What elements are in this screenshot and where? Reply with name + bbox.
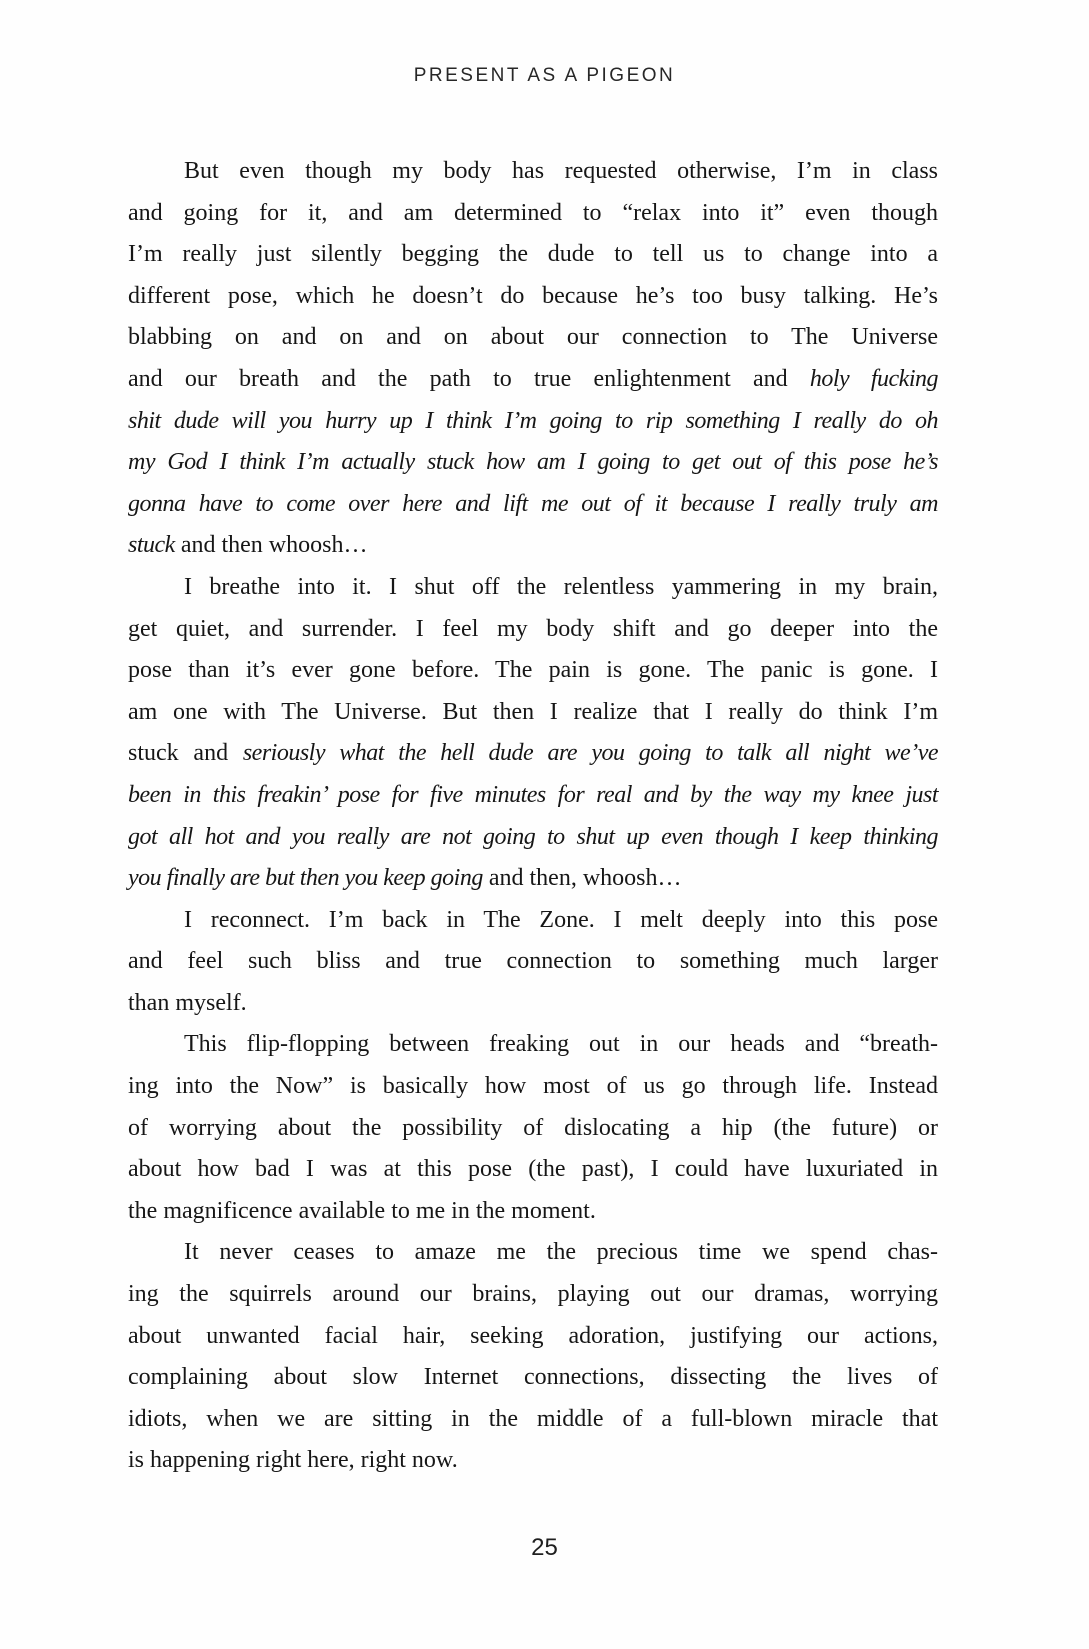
text-segment: and then whoosh…: [174, 532, 368, 559]
text-line: [128, 733, 938, 775]
text-line: [128, 234, 938, 276]
running-header: PRESENT AS A PIGEON: [413, 65, 676, 86]
text-line: [128, 442, 938, 484]
text-line: [128, 1108, 938, 1150]
text-line: [128, 817, 938, 859]
body-text: [128, 151, 938, 1482]
text-segment: ing into the Now” is basically how most of us go through life. Instead: [128, 1073, 938, 1100]
text-line: [128, 609, 938, 651]
text-segment: complaining about slow Internet connections, dissecting the lives of: [128, 1364, 938, 1391]
text-segment: blabbing on and on and on about our connection to The Universe: [128, 324, 938, 351]
text-segment: is happening right here, right now.: [128, 1447, 458, 1474]
italic-text-segment: got all hot and you really are not going to shut up even though I keep thinking: [128, 823, 938, 850]
text-line: [128, 1191, 938, 1233]
text-segment: ing the squirrels around our brains, playing out our dramas, worrying: [128, 1281, 938, 1308]
text-line: [128, 692, 938, 734]
text-segment: than myself.: [128, 989, 247, 1016]
text-line: [128, 941, 938, 983]
text-line: [128, 775, 938, 817]
text-segment: pose than it’s ever gone before. The pain is gone. The panic is gone. I: [128, 657, 938, 684]
text-segment: about how bad I was at this pose (the past), I could have luxuriated in: [128, 1156, 938, 1183]
text-line: [128, 317, 938, 359]
text-segment: I reconnect. I’m back in The Zone. I melt deeply into this pose: [184, 906, 938, 933]
italic-text-segment: holy fucking: [809, 365, 938, 392]
text-segment: am one with The Universe. But then I realize that I really do think I’m: [128, 698, 938, 725]
text-line: [128, 1066, 938, 1108]
text-line: [128, 525, 938, 567]
text-segment: stuck and: [128, 740, 243, 767]
text-line: [128, 567, 938, 609]
text-line: [128, 1274, 938, 1316]
text-line: [128, 484, 938, 526]
italic-text-segment: gonna have to come over here and lift me out of it because I really truly am: [128, 490, 938, 517]
text-segment: and then, whoosh…: [482, 865, 682, 892]
italic-text-segment: my God I think I’m actually stuck how am I going to get out of this pose he’s: [128, 449, 938, 476]
italic-text-segment: seriously what the hell dude are you going to talk all night we’ve: [242, 740, 938, 767]
italic-text-segment: shit dude will you hurry up I think I’m going to rip something I really do oh: [128, 407, 938, 434]
text-line: [128, 401, 938, 443]
text-segment: of worrying about the possibility of dislocating a hip (the future) or: [128, 1114, 938, 1141]
text-line: [128, 1232, 938, 1274]
text-segment: idiots, when we are sitting in the middle of a full-blown miracle that: [128, 1405, 938, 1432]
italic-text-segment: stuck: [128, 532, 175, 559]
text-segment: the magnificence available to me in the moment.: [128, 1197, 596, 1224]
text-line: [128, 650, 938, 692]
text-line: [128, 900, 938, 942]
text-line: [128, 1149, 938, 1191]
text-line: [128, 1024, 938, 1066]
text-segment: But even though my body has requested otherwise, I’m in class: [184, 158, 938, 184]
text-segment: different pose, which he doesn’t do because he’s too busy talking. He’s: [128, 282, 938, 309]
page-number: 25: [531, 1534, 558, 1561]
text-line: [128, 193, 938, 235]
text-segment: and going for it, and am determined to “relax into it” even though: [128, 199, 938, 226]
text-segment: This flip-flopping between freaking out in our heads and “breath-: [184, 1031, 938, 1058]
text-segment: I’m really just silently begging the dude to tell us to change into a: [128, 241, 938, 268]
text-segment: and feel such bliss and true connection to something much larger: [128, 948, 938, 975]
text-segment: and our breath and the path to true enlightenment and: [128, 365, 810, 392]
text-segment: get quiet, and surrender. I feel my body shift and go deeper into the: [128, 615, 938, 642]
text-segment: It never ceases to amaze me the precious time we spend chas-: [184, 1239, 938, 1266]
text-line: [128, 1316, 938, 1358]
text-line: [128, 1440, 938, 1482]
text-line: [128, 276, 938, 318]
italic-text-segment: you finally are but then you keep going: [128, 865, 483, 892]
text-line: [128, 983, 938, 1025]
text-segment: I breathe into it. I shut off the relentless yammering in my brain,: [184, 573, 938, 600]
text-line: [128, 1399, 938, 1441]
text-line: [128, 359, 938, 401]
italic-text-segment: been in this freakin’ pose for five minutes for real and by the way my knee just: [128, 781, 938, 808]
text-line: [128, 858, 938, 900]
text-line: [128, 151, 938, 193]
text-line: [128, 1357, 938, 1399]
text-segment: about unwanted facial hair, seeking adoration, justifying our actions,: [128, 1322, 938, 1349]
